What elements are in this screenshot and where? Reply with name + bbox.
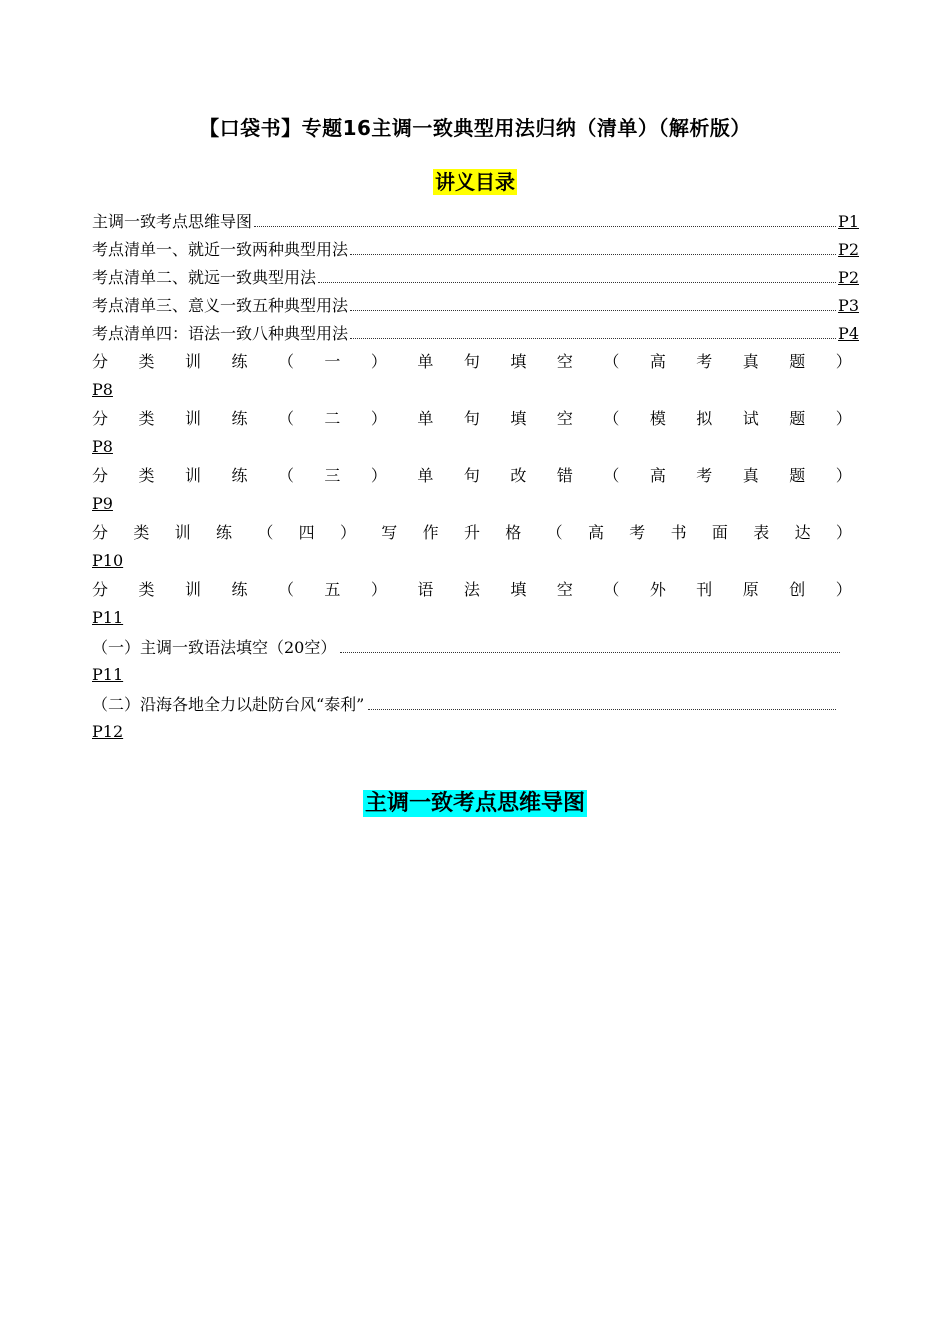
toc-leader	[350, 237, 836, 255]
training-char: 法	[463, 580, 480, 599]
training-char: 高	[587, 523, 604, 542]
training-char: ）	[370, 466, 387, 485]
training-char: （	[546, 523, 563, 542]
training-char: 练	[231, 580, 248, 599]
training-char: 空	[556, 580, 573, 599]
training-char: 练	[231, 409, 248, 428]
training-char: 训	[174, 523, 191, 542]
training-char: 题	[789, 352, 806, 371]
toc-leader	[254, 209, 836, 227]
training-char: 练	[231, 466, 248, 485]
training-char: ）	[835, 466, 852, 485]
training-char: 题	[789, 409, 806, 428]
training-char: 练	[231, 352, 248, 371]
toc-heading-text: 讲义目录	[435, 170, 515, 194]
training-char: 考	[696, 466, 713, 485]
training-char: （	[277, 352, 294, 371]
toc-entry[interactable]	[92, 209, 859, 233]
section-heading	[0, 786, 950, 817]
training-char: 句	[463, 466, 480, 485]
training-char: 类	[133, 523, 150, 542]
training-char: 分	[92, 523, 109, 542]
training-char: 达	[794, 523, 811, 542]
training-char: 格	[505, 523, 522, 542]
toc-entry-label: 考点清单四：语法一致八种典型用法	[92, 324, 349, 343]
toc-entry-page[interactable]: P3	[838, 296, 859, 315]
training-char: 真	[742, 352, 759, 371]
sub-entry-label: （一）主调一致语法填空（20空）	[92, 638, 337, 657]
toc-entry[interactable]	[92, 237, 859, 261]
training-char: （	[277, 466, 294, 485]
training-page[interactable]: P8	[92, 437, 113, 456]
training-char: 单	[417, 409, 434, 428]
training-char: 空	[556, 352, 573, 371]
training-char: 训	[184, 409, 201, 428]
training-row[interactable]	[92, 578, 852, 602]
training-char: 句	[463, 352, 480, 371]
training-char: ）	[370, 352, 387, 371]
training-char: （	[277, 409, 294, 428]
training-char: 填	[510, 409, 527, 428]
training-char: ）	[835, 580, 852, 599]
sub-entry-page[interactable]: P12	[92, 722, 124, 741]
section-heading-text: 主调一致考点思维导图	[364, 791, 585, 816]
toc-entry[interactable]	[92, 321, 859, 345]
training-char: （	[277, 580, 294, 599]
sub-entry-label: （二）沿海各地全力以赴防台风“泰利”	[92, 695, 365, 714]
training-char: 考	[629, 523, 646, 542]
training-char: 四	[298, 523, 315, 542]
toc-leader	[368, 692, 836, 710]
sub-entry[interactable]	[92, 692, 836, 716]
training-char: 高	[649, 352, 666, 371]
toc-entry[interactable]	[92, 265, 859, 289]
training-char: 高	[649, 466, 666, 485]
training-char: （	[257, 523, 274, 542]
training-char: 真	[742, 466, 759, 485]
training-char: 外	[649, 580, 666, 599]
training-char: 原	[742, 580, 759, 599]
training-char: 表	[753, 523, 770, 542]
training-char: 分	[92, 466, 109, 485]
toc-entry[interactable]	[92, 293, 859, 317]
document-title: 【口袋书】专题16主调一致典型用法归纳（清单）（解析版）	[199, 116, 751, 140]
training-row[interactable]	[92, 407, 852, 431]
training-char: 语	[417, 580, 434, 599]
training-page[interactable]: P10	[92, 551, 124, 570]
training-page[interactable]: P9	[92, 494, 113, 513]
training-char: 作	[422, 523, 439, 542]
training-row[interactable]	[92, 464, 852, 488]
training-char: ）	[835, 409, 852, 428]
toc-leader	[350, 321, 836, 339]
training-char: 改	[510, 466, 527, 485]
training-char: （	[603, 352, 620, 371]
toc-entry-label: 考点清单一、就近一致两种典型用法	[92, 240, 349, 259]
toc-leader	[350, 293, 836, 311]
training-char: （	[603, 409, 620, 428]
training-char: 写	[381, 523, 398, 542]
training-char: ）	[339, 523, 356, 542]
training-char: 空	[556, 409, 573, 428]
training-char: 模	[649, 409, 666, 428]
training-char: 面	[711, 523, 728, 542]
toc-heading	[0, 166, 950, 195]
toc-entry-label: 主调一致考点思维导图	[92, 212, 253, 231]
training-char: 升	[463, 523, 480, 542]
training-char: 一	[324, 352, 341, 371]
training-char: 类	[138, 409, 155, 428]
training-char: 考	[696, 352, 713, 371]
toc-entry-page[interactable]: P1	[838, 212, 859, 231]
training-char: 五	[324, 580, 341, 599]
training-char: 书	[670, 523, 687, 542]
training-char: 创	[789, 580, 806, 599]
training-char: ）	[835, 352, 852, 371]
training-char: 分	[92, 409, 109, 428]
training-char: 训	[184, 352, 201, 371]
training-char: 刊	[696, 580, 713, 599]
training-char: 分	[92, 580, 109, 599]
toc-entry-label: 考点清单二、就远一致典型用法	[92, 268, 317, 287]
training-char: （	[603, 466, 620, 485]
sub-entry-page[interactable]: P11	[92, 665, 124, 684]
training-char: 三	[324, 466, 341, 485]
training-char: 题	[789, 466, 806, 485]
toc-entry-page[interactable]: P2	[838, 268, 859, 287]
training-page[interactable]: P8	[92, 380, 113, 399]
training-char: 单	[417, 352, 434, 371]
training-char: 句	[463, 409, 480, 428]
training-char: （	[603, 580, 620, 599]
training-page[interactable]: P11	[92, 608, 124, 627]
training-char: 拟	[696, 409, 713, 428]
training-char: ）	[370, 580, 387, 599]
toc-leader	[318, 265, 836, 283]
training-char: 训	[184, 580, 201, 599]
training-char: 训	[184, 466, 201, 485]
toc-entry-page[interactable]: P2	[838, 240, 859, 259]
training-char: ）	[370, 409, 387, 428]
training-row[interactable]	[92, 521, 852, 545]
training-char: 填	[510, 580, 527, 599]
training-char: 类	[138, 466, 155, 485]
training-char: 类	[138, 352, 155, 371]
training-char: 错	[556, 466, 573, 485]
training-char: 分	[92, 352, 109, 371]
training-char: 二	[324, 409, 341, 428]
training-char: 类	[138, 580, 155, 599]
toc-entry-page[interactable]: P4	[838, 324, 859, 343]
training-char: 练	[215, 523, 232, 542]
training-char: 填	[510, 352, 527, 371]
sub-entry[interactable]	[92, 635, 840, 659]
training-char: ）	[835, 523, 852, 542]
training-row[interactable]	[92, 350, 852, 374]
toc-entry-label: 考点清单三、意义一致五种典型用法	[92, 296, 349, 315]
training-char: 试	[742, 409, 759, 428]
training-char: 单	[417, 466, 434, 485]
toc-leader	[340, 635, 840, 653]
